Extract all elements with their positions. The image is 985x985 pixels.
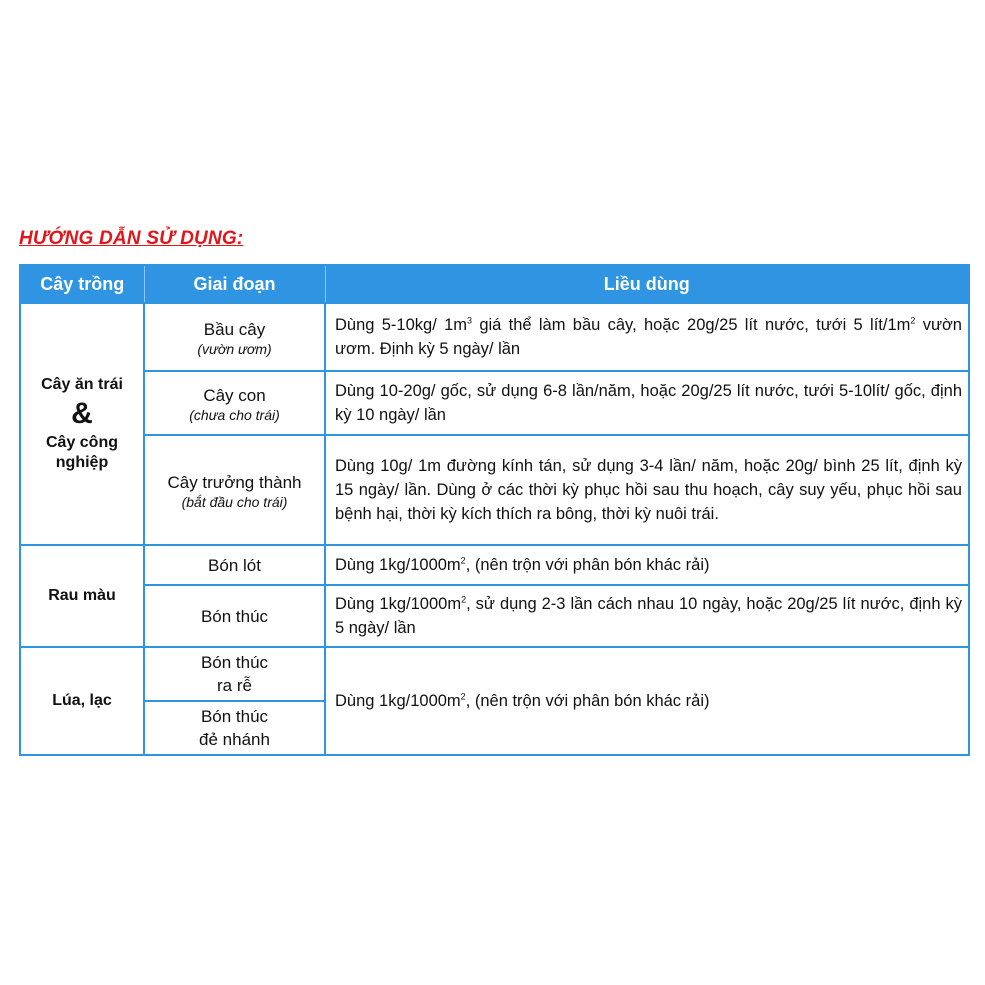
crop-label-fruit: Cây ăn trái	[41, 376, 123, 393]
dose-text-part: Dùng 1kg/1000m	[335, 595, 462, 613]
table-row	[20, 647, 969, 701]
page-title: HƯỚNG DẪN SỬ DỤNG:	[19, 228, 244, 249]
ampersand: &	[71, 397, 93, 430]
superscript: 2	[460, 555, 466, 566]
table-header-row	[20, 265, 969, 303]
dose-cell: Dùng 10g/ 1m đường kính tán, sử dụng 3-4 lần/ năm, hoặc 20g/ bình 25 lít, định kỳ 15 ngày/ lần. Dùng ở các thời kỳ phục hồi sau thu hoạch, cây suy yếu, phục hồi sau bệnh hại, thời kỳ kích thích ra bông, thời kỳ nuôi trái.	[325, 435, 969, 545]
stage-note: (bắt đầu cho trái)	[181, 493, 288, 510]
stage-cell: Bón lót	[144, 545, 325, 585]
crop-cell-rice-peanut: Lúa, lạc	[20, 647, 144, 755]
stage-cell	[144, 647, 325, 701]
stage-label: Cây trưởng thành	[167, 472, 302, 492]
stage-label: đẻ nhánh	[199, 730, 270, 749]
dose-text-part: Dùng 1kg/1000m	[335, 692, 461, 710]
table-row	[20, 545, 969, 585]
stage-label: Bón thúc	[200, 707, 269, 726]
stage-label: ra rễ	[217, 676, 252, 695]
stage-cell	[144, 371, 325, 435]
superscript: 2	[910, 315, 916, 326]
dose-text-part: giá thể làm bầu cây, hoặc 20g/25 lít nước, tưới 5 lít/1m	[472, 316, 911, 334]
dose-text-part: vườn ươm. Định kỳ 5 ngày/ lần	[335, 316, 962, 358]
crop-label-industrial: Cây công nghiệp	[45, 434, 118, 471]
crop-cell-vegetables: Rau màu	[20, 545, 144, 647]
stage-note: (chưa cho trái)	[189, 406, 280, 423]
table-row	[20, 371, 969, 435]
header-crop: Cây trồng	[20, 265, 144, 303]
crop-cell-fruit-industrial	[20, 303, 144, 545]
dose-text-part: , sử dụng 2-3 lần cách nhau 10 ngày, hoặc 20g/25 lít nước, định kỳ 5 ngày/ lần	[335, 595, 962, 637]
table-row	[20, 585, 969, 647]
table-row	[20, 435, 969, 545]
superscript: 2	[460, 691, 466, 702]
dose-text-part: , (nên trộn với phân bón khác rải)	[465, 556, 710, 574]
stage-cell	[144, 701, 325, 755]
dose-cell	[325, 647, 969, 755]
header-stage: Giai đoạn	[144, 265, 325, 303]
dose-text-part: , (nên trộn với phân bón khác rải)	[465, 692, 710, 710]
stage-cell: Bón thúc	[144, 585, 325, 647]
superscript: 2	[461, 594, 467, 605]
stage-label: Cây con	[203, 385, 266, 405]
table-row	[20, 303, 969, 371]
stage-label: Bón thúc	[200, 653, 269, 672]
dose-text-part: Dùng 1kg/1000m	[335, 556, 461, 574]
dose-text-part: Dùng 5-10kg/ 1m	[335, 316, 468, 334]
dose-cell: Dùng 10-20g/ gốc, sử dụng 6-8 lần/năm, hoặc 20g/25 lít nước, tưới 5-10lít/ gốc, định kỳ 10 ngày/ lần	[325, 371, 969, 435]
header-dose: Liều dùng	[325, 265, 969, 303]
stage-note: (vườn ươm)	[197, 340, 272, 357]
stage-cell	[144, 435, 325, 545]
stage-label: Bầu cây	[203, 319, 266, 339]
dose-cell	[325, 303, 969, 371]
dose-cell	[325, 585, 969, 647]
stage-cell	[144, 303, 325, 371]
usage-table	[19, 264, 970, 756]
superscript: 3	[467, 315, 473, 326]
dose-cell	[325, 545, 969, 585]
